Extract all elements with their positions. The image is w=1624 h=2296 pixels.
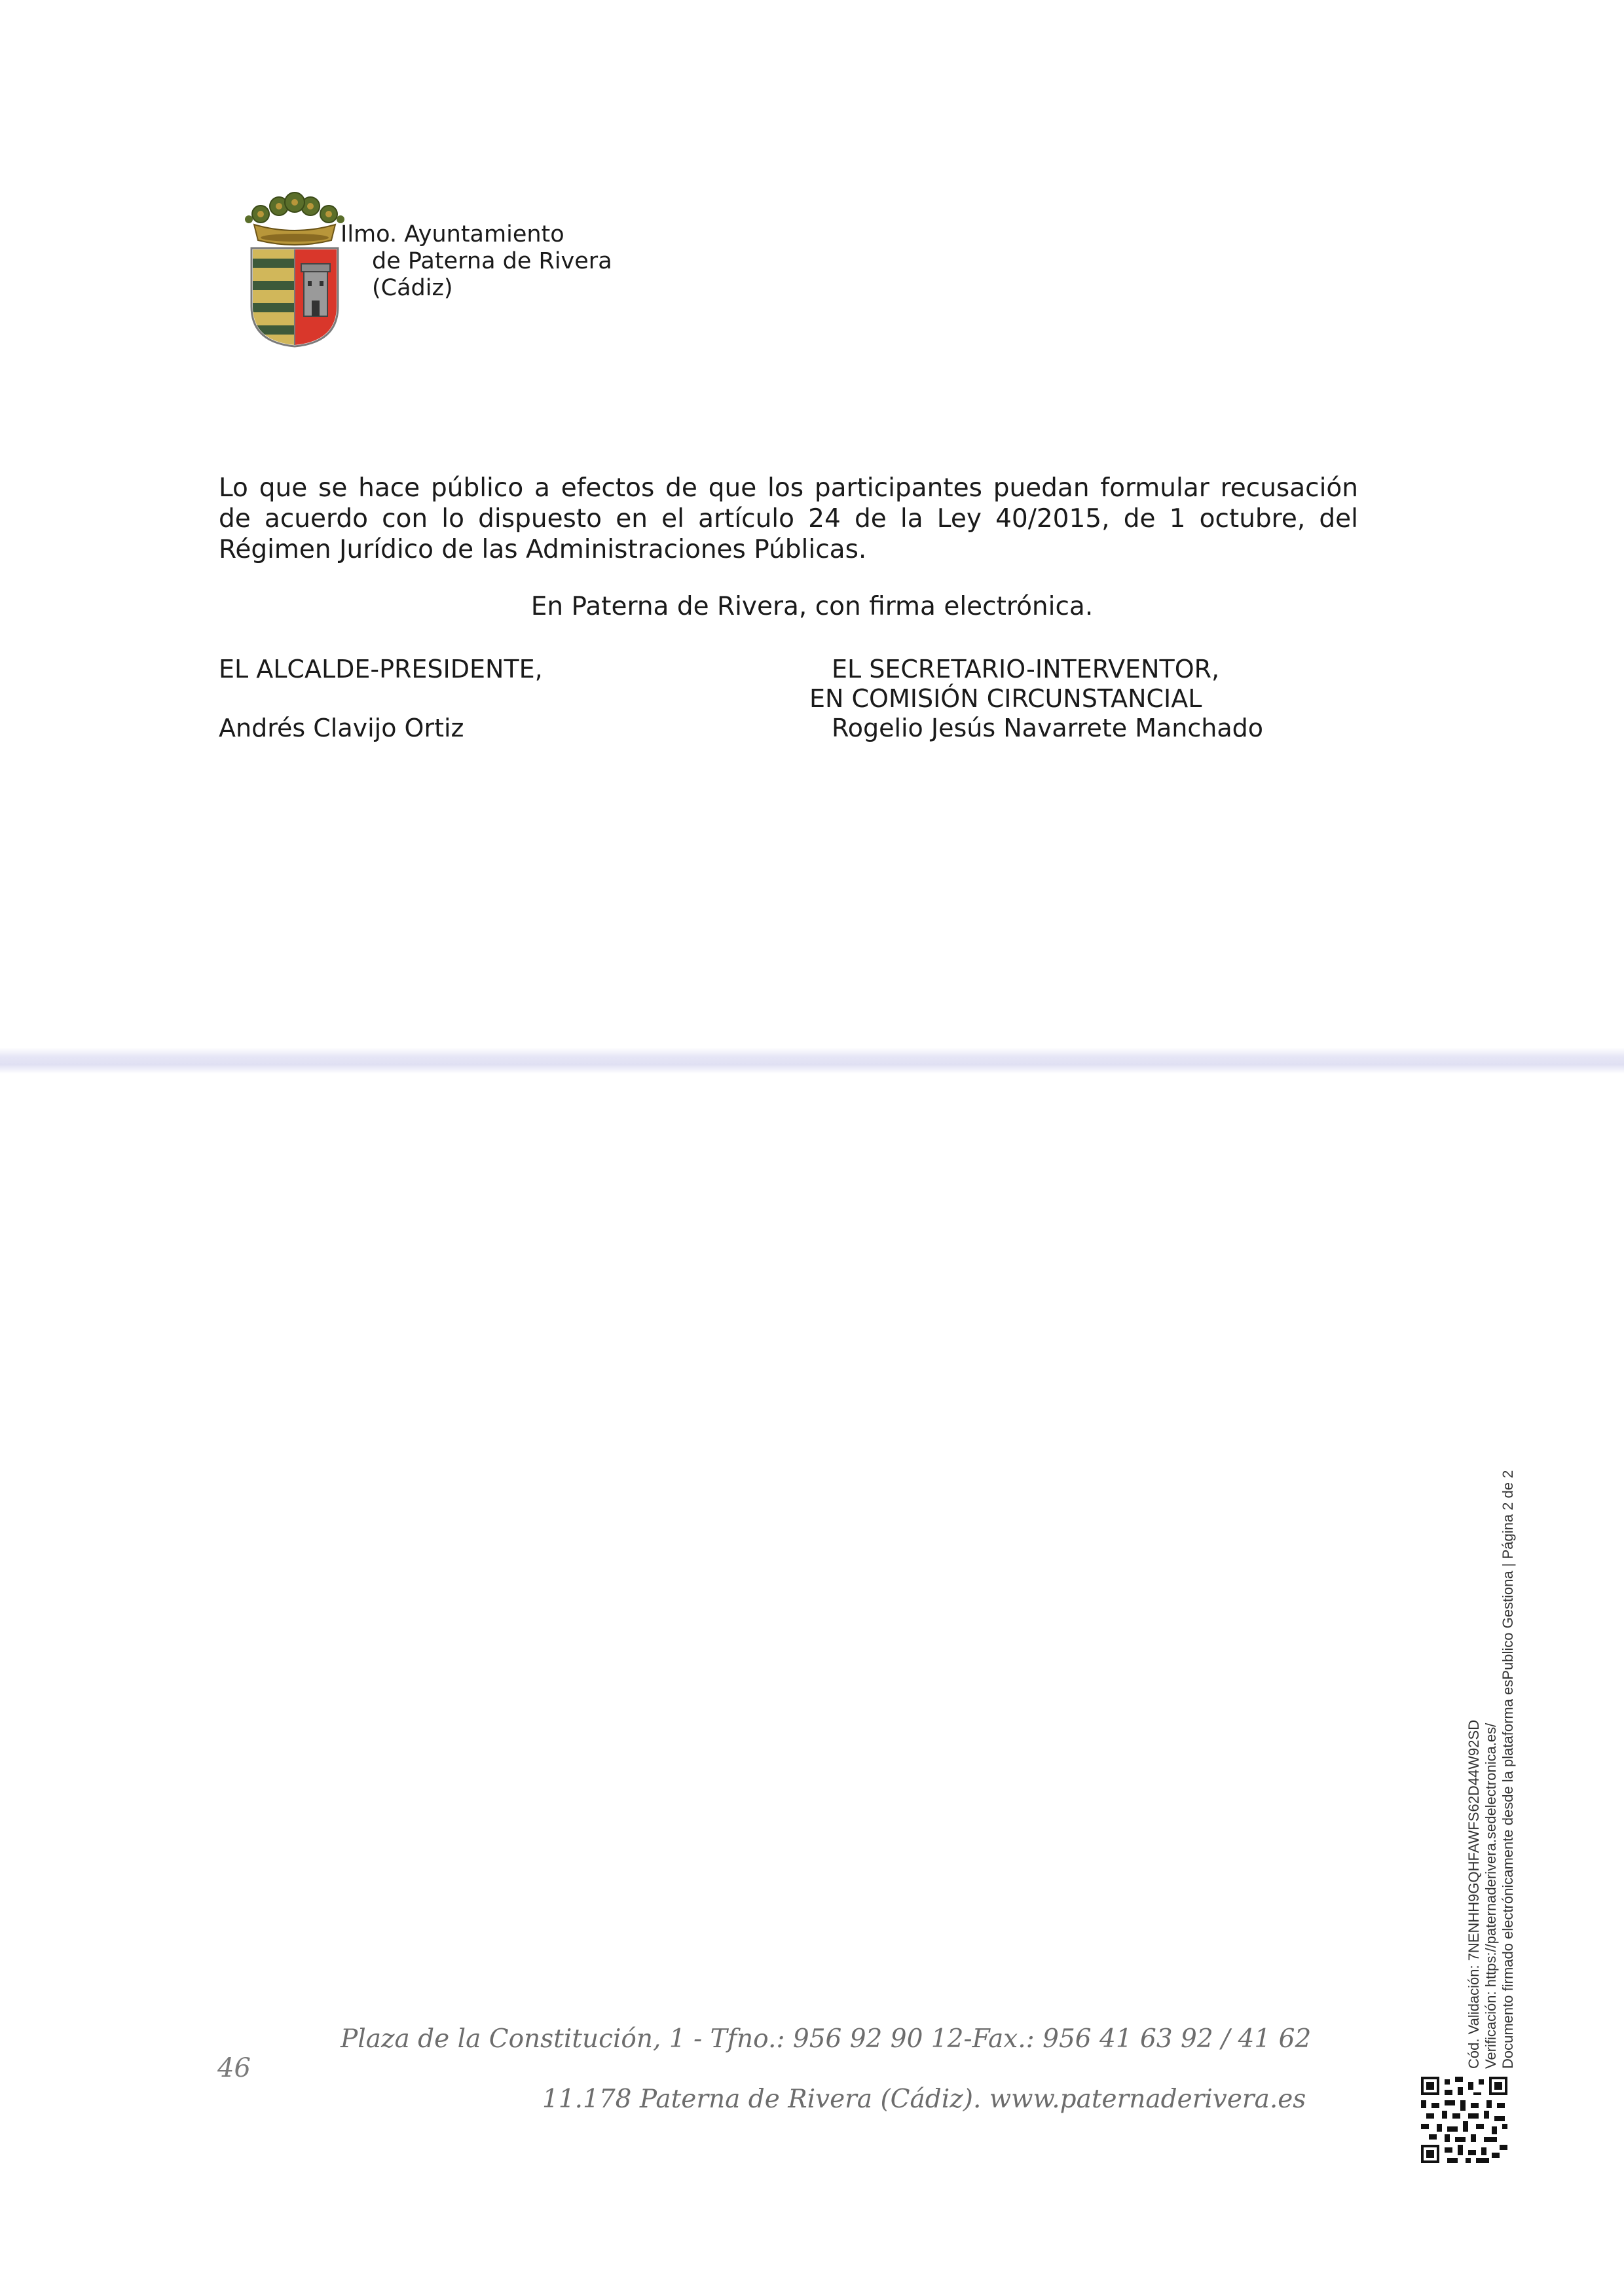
mayor-name: Andrés Clavijo Ortiz [219,714,464,742]
body-paragraph: Lo que se hace público a efectos de que los participantes puedan formular recusación de acuerdo con lo dispuesto en el artículo 24 de la Ley 40/2015, de 1 octubre, del Régimen Jurídico de las Administraciones Públicas. [219,473,1358,564]
secretary-name: Rogelio Jesús Navarrete Manchado [832,714,1263,742]
signature-platform-note: Documento firmado electrónicamente desde la plataforma esPublico Gestiona | Página 2 de 2 [1500,1470,1516,2069]
verification-sidebar [1466,1414,1517,2069]
qr-code-icon [1421,2077,1507,2163]
footer-address-line-2: 11.178 Paterna de Rivera (Cádiz). www.paternaderivera.es [542,2085,1306,2114]
header-line-3: (Cádiz) [372,275,453,301]
validation-code: Cód. Validación: 7NENHH9GQHFAWFS62D44W92SD [1466,1719,1482,2069]
secretary-title: EL SECRETARIO-INTERVENTOR, [832,655,1220,683]
institution-header [341,221,612,302]
coat-of-arms-logo [242,185,347,349]
page-number: 46 [217,2053,251,2083]
header-line-2: de Paterna de Rivera [372,248,612,274]
header-line-1: Ilmo. Ayuntamiento [341,221,564,247]
secretary-commission: EN COMISIÓN CIRCUNSTANCIAL [809,684,1202,713]
footer-address-line-1: Plaza de la Constitución, 1 - Tfno.: 956 92 90 12-Fax.: 956 41 63 92 / 41 62 [341,2024,1312,2054]
scan-artifact-band [0,1048,1624,1074]
mayor-title: EL ALCALDE-PRESIDENTE, [219,655,543,683]
place-and-signature-note: En Paterna de Rivera, con firma electrónica. [530,592,1094,621]
verification-url: Verificación: https://paternaderivera.sedelectronica.es/ [1483,1722,1499,2069]
